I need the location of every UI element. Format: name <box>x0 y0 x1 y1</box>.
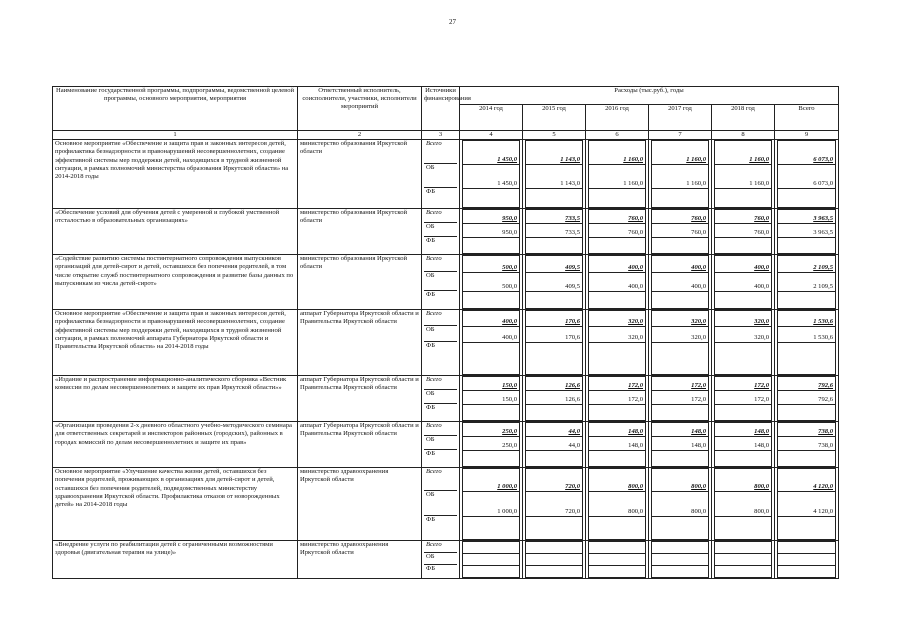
amount-cell <box>712 310 775 376</box>
event-name: «Содействие развитию системы постинтернатного сопровождения выпускников организаций для детей-сирот и детей, оставшихся без попечения родителей, в том числе открытие служб постинтернатного сопровождения и развитие базы данных по выпускникам из числа детей-сирот» <box>53 255 298 310</box>
amount-cell <box>460 376 523 422</box>
amount-cell <box>649 310 712 376</box>
amount-cell <box>712 209 775 255</box>
fb-amount <box>589 405 646 421</box>
amount-cell <box>523 255 586 310</box>
amount-cell <box>586 209 649 255</box>
responsible-executor: аппарат Губернатора Иркутской области и Правительства Иркутской области <box>298 422 422 468</box>
amount-cell <box>586 376 649 422</box>
responsible-executor: министерство образования Иркутской области <box>298 209 422 255</box>
fb-amount <box>526 238 583 254</box>
fb-amount <box>463 517 520 540</box>
ob-amount: 1 530,6 <box>778 327 836 343</box>
funding-sources <box>422 209 460 255</box>
table-row <box>53 541 839 579</box>
total-amount: 1 160,0 <box>652 141 709 165</box>
total-amount: 400,0 <box>589 256 646 273</box>
source-ob-label: ОБ <box>424 326 457 342</box>
ob-amount: 738,0 <box>778 437 836 451</box>
fb-amount <box>463 566 520 578</box>
header-source: Источники финансирования <box>422 87 460 131</box>
fb-amount <box>778 517 836 540</box>
total-amount <box>589 542 646 554</box>
fb-amount <box>652 238 709 254</box>
ob-amount: 150,0 <box>463 391 520 405</box>
amount-cell <box>712 541 775 579</box>
ob-amount: 172,0 <box>652 391 709 405</box>
ob-amount: 3 963,5 <box>778 224 836 238</box>
table-header <box>53 87 839 140</box>
amount-cell <box>649 140 712 209</box>
amount-cell <box>775 422 839 468</box>
amount-cell <box>460 209 523 255</box>
amount-cell <box>523 140 586 209</box>
funding-sources <box>422 140 460 209</box>
total-amount <box>652 542 709 554</box>
total-amount: 1 530,6 <box>778 311 836 327</box>
fb-amount <box>778 189 836 208</box>
fb-amount <box>778 292 836 309</box>
total-amount: 1 000,0 <box>463 469 520 492</box>
amount-cell <box>523 310 586 376</box>
ob-amount: 760,0 <box>715 224 772 238</box>
table-row <box>53 209 839 255</box>
total-amount: 760,0 <box>589 210 646 224</box>
total-amount: 320,0 <box>652 311 709 327</box>
amount-cell <box>523 209 586 255</box>
total-amount: 170,6 <box>526 311 583 327</box>
total-amount: 800,0 <box>652 469 709 492</box>
fb-amount <box>652 566 709 578</box>
ob-amount: 172,0 <box>715 391 772 405</box>
event-name: «Организация проведения 2-х дневного областного учебно-методического семинара для ответственных секретарей и инспекторов районных (городских), районных в городах комиссий по делам несовершеннолетних и защите их прав» <box>53 422 298 468</box>
total-amount: 44,0 <box>526 423 583 437</box>
total-amount: 148,0 <box>589 423 646 437</box>
fb-amount <box>526 451 583 467</box>
total-amount: 3 963,5 <box>778 210 836 224</box>
amount-cell <box>775 209 839 255</box>
col-number: 1 <box>53 131 298 140</box>
header-year-2017: 2017 год <box>649 105 712 131</box>
total-amount: 800,0 <box>589 469 646 492</box>
source-fb-label: ФБ <box>426 291 435 299</box>
ob-amount: 720,0 <box>526 492 583 517</box>
total-amount <box>463 542 520 554</box>
fb-amount <box>778 451 836 467</box>
fb-amount <box>715 238 772 254</box>
total-amount: 733,5 <box>526 210 583 224</box>
source-total-label: Всего <box>424 541 457 553</box>
amount-cell <box>649 422 712 468</box>
total-amount: 148,0 <box>652 423 709 437</box>
fb-amount <box>589 189 646 208</box>
fb-amount <box>652 405 709 421</box>
total-amount: 172,0 <box>589 377 646 391</box>
fb-amount <box>715 566 772 578</box>
col-number: 2 <box>298 131 422 140</box>
responsible-executor: министерство образования Иркутской области <box>298 140 422 209</box>
event-name: «Обеспечение условий для обучения детей с умеренной и глубокой умственной отсталостью в образовательных организациях» <box>53 209 298 255</box>
fb-amount <box>463 343 520 375</box>
total-amount: 148,0 <box>715 423 772 437</box>
ob-amount: 4 120,0 <box>778 492 836 517</box>
source-total-label: Всего <box>424 468 457 491</box>
source-ob-label: ОБ <box>424 436 457 450</box>
amount-cell <box>712 140 775 209</box>
ob-amount: 1 160,0 <box>589 165 646 189</box>
amount-cell <box>712 255 775 310</box>
header-responsible: Ответственный исполнитель, соисполнители, участники, исполнители мероприятий <box>298 87 422 131</box>
source-fb-label: ФБ <box>426 237 435 245</box>
fb-amount <box>463 292 520 309</box>
amount-cell <box>460 140 523 209</box>
source-ob-label: ОБ <box>424 491 457 516</box>
total-amount: 320,0 <box>715 311 772 327</box>
fb-amount <box>589 451 646 467</box>
fb-amount <box>652 517 709 540</box>
source-total-label: Всего <box>424 422 457 436</box>
event-name: Основное мероприятие «Обеспечение и защита прав и законных интересов детей, профилактика безнадзорности и правонарушений несовершеннолетних, создание эффективной системы мер поддержки детей, находящихся в трудной жизненной ситуации, в рамках полномочий министерства образования Иркутской области» на 2014-2018 годы <box>53 140 298 209</box>
fb-amount <box>652 189 709 208</box>
total-amount: 500,0 <box>463 256 520 273</box>
fb-amount <box>463 451 520 467</box>
amount-cell <box>586 255 649 310</box>
ob-amount: 760,0 <box>589 224 646 238</box>
amount-cell <box>775 140 839 209</box>
total-amount: 720,0 <box>526 469 583 492</box>
source-ob-label: ОБ <box>424 223 457 237</box>
total-amount: 2 109,5 <box>778 256 836 273</box>
amount-cell <box>649 209 712 255</box>
source-ob-label: ОБ <box>424 272 457 291</box>
source-fb-label: ФБ <box>426 404 435 412</box>
amount-cell <box>649 468 712 541</box>
amount-cell <box>523 422 586 468</box>
ob-amount <box>778 554 836 566</box>
total-amount: 950,0 <box>463 210 520 224</box>
header-year-2018: 2018 год <box>712 105 775 131</box>
source-total-label: Всего <box>424 310 457 326</box>
col-number: 4 <box>460 131 523 140</box>
funding-sources <box>422 468 460 541</box>
col-number: 7 <box>649 131 712 140</box>
fb-amount <box>526 405 583 421</box>
amount-cell <box>775 310 839 376</box>
fb-amount <box>463 189 520 208</box>
fb-amount <box>526 343 583 375</box>
ob-amount: 760,0 <box>652 224 709 238</box>
fb-amount <box>589 517 646 540</box>
header-name: Наименование государственной программы, подпрограммы, ведомственной целевой программы, основного мероприятия, мероприятия <box>53 87 298 131</box>
ob-amount: 1 450,0 <box>463 165 520 189</box>
amount-cell <box>523 541 586 579</box>
total-amount: 1 143,0 <box>526 141 583 165</box>
ob-amount: 126,6 <box>526 391 583 405</box>
total-amount: 250,0 <box>463 423 520 437</box>
table-row <box>53 255 839 310</box>
amount-cell <box>460 468 523 541</box>
ob-amount: 1 000,0 <box>463 492 520 517</box>
total-amount: 126,6 <box>526 377 583 391</box>
fb-amount <box>715 189 772 208</box>
responsible-executor: министерство образования Иркутской области <box>298 255 422 310</box>
ob-amount: 320,0 <box>715 327 772 343</box>
source-total-label: Всего <box>424 140 457 164</box>
ob-amount: 500,0 <box>463 273 520 292</box>
amount-cell <box>586 310 649 376</box>
table-row <box>53 376 839 422</box>
fb-amount <box>589 566 646 578</box>
amount-cell <box>523 468 586 541</box>
amount-cell <box>586 140 649 209</box>
source-total-label: Всего <box>424 255 457 272</box>
ob-amount: 44,0 <box>526 437 583 451</box>
funding-sources <box>422 310 460 376</box>
source-total-label: Всего <box>424 209 457 223</box>
table-body <box>53 140 839 579</box>
fb-amount <box>778 566 836 578</box>
fb-amount <box>526 566 583 578</box>
funding-sources <box>422 255 460 310</box>
col-number: 8 <box>712 131 775 140</box>
fb-amount <box>652 292 709 309</box>
responsible-executor: аппарат Губернатора Иркутской области и Правительства Иркутской области <box>298 376 422 422</box>
ob-amount: 170,6 <box>526 327 583 343</box>
amount-cell <box>586 422 649 468</box>
amount-cell <box>460 255 523 310</box>
source-fb-label: ФБ <box>426 565 435 573</box>
fb-amount <box>463 405 520 421</box>
fb-amount <box>778 238 836 254</box>
total-amount: 6 073,0 <box>778 141 836 165</box>
fb-amount <box>589 292 646 309</box>
source-ob-label: ОБ <box>424 164 457 188</box>
ob-amount <box>463 554 520 566</box>
fb-amount <box>778 405 836 421</box>
fb-amount <box>715 405 772 421</box>
amount-cell <box>649 255 712 310</box>
source-fb-label: ФБ <box>426 450 435 458</box>
responsible-executor: министерство здравоохранения Иркутской области <box>298 468 422 541</box>
event-name: «Издание и распространение информационно-аналитического сборника «Вестник комиссии по делам несовершеннолетних и защите их прав Иркутской области»» <box>53 376 298 422</box>
ob-amount: 148,0 <box>589 437 646 451</box>
ob-amount <box>589 554 646 566</box>
source-fb-label: ФБ <box>426 516 435 524</box>
ob-amount: 800,0 <box>589 492 646 517</box>
table-row <box>53 310 839 376</box>
ob-amount: 1 160,0 <box>652 165 709 189</box>
ob-amount <box>715 554 772 566</box>
total-amount: 409,5 <box>526 256 583 273</box>
ob-amount: 400,0 <box>463 327 520 343</box>
amount-cell <box>649 376 712 422</box>
ob-amount: 6 073,0 <box>778 165 836 189</box>
total-amount: 4 120,0 <box>778 469 836 492</box>
total-amount: 400,0 <box>652 256 709 273</box>
total-amount: 760,0 <box>652 210 709 224</box>
budget-table <box>52 86 839 579</box>
amount-cell <box>649 541 712 579</box>
fb-amount <box>526 292 583 309</box>
ob-amount: 400,0 <box>715 273 772 292</box>
fb-amount <box>652 343 709 375</box>
total-amount: 792,6 <box>778 377 836 391</box>
ob-amount: 733,5 <box>526 224 583 238</box>
fb-amount <box>715 343 772 375</box>
header-year-2015: 2015 год <box>523 105 586 131</box>
fb-amount <box>715 517 772 540</box>
col-number: 6 <box>586 131 649 140</box>
amount-cell <box>523 376 586 422</box>
responsible-executor: министерство здравоохранения Иркутской области <box>298 541 422 579</box>
source-ob-label: ОБ <box>424 390 457 404</box>
total-amount: 800,0 <box>715 469 772 492</box>
fb-amount <box>589 238 646 254</box>
fb-amount <box>589 343 646 375</box>
ob-amount: 400,0 <box>652 273 709 292</box>
ob-amount: 400,0 <box>589 273 646 292</box>
total-amount <box>526 542 583 554</box>
total-amount: 760,0 <box>715 210 772 224</box>
funding-sources <box>422 422 460 468</box>
ob-amount: 800,0 <box>715 492 772 517</box>
table-row <box>53 468 839 541</box>
amount-cell <box>775 255 839 310</box>
total-amount: 150,0 <box>463 377 520 391</box>
event-name: Основное мероприятие «Обеспечение и защита прав и законных интересов детей, профилактика безнадзорности и правонарушений несовершеннолетних, создание эффективной системы мер поддержки детей, находящихся в трудной жизненной ситуации, в рамках полномочий аппарата Губернатора Иркутской области и Правительства Иркутской области» на 2014-2018 годы <box>53 310 298 376</box>
total-amount: 320,0 <box>589 311 646 327</box>
total-amount: 1 160,0 <box>589 141 646 165</box>
responsible-executor: аппарат Губернатора Иркутской области и Правительства Иркутской области <box>298 310 422 376</box>
amount-cell <box>775 541 839 579</box>
header-expenses: Расходы (тыс.руб.), годы <box>460 87 839 105</box>
ob-amount: 1 143,0 <box>526 165 583 189</box>
total-amount: 172,0 <box>652 377 709 391</box>
header-year-2014: 2014 год <box>460 105 523 131</box>
source-fb-label: ФБ <box>426 342 435 350</box>
total-amount <box>715 542 772 554</box>
ob-amount: 148,0 <box>715 437 772 451</box>
col-number: 9 <box>775 131 839 140</box>
amount-cell <box>460 541 523 579</box>
amount-cell <box>712 468 775 541</box>
total-amount <box>778 542 836 554</box>
ob-amount <box>526 554 583 566</box>
fb-amount <box>778 343 836 375</box>
ob-amount: 409,5 <box>526 273 583 292</box>
fb-amount <box>715 292 772 309</box>
ob-amount: 1 160,0 <box>715 165 772 189</box>
total-amount: 738,0 <box>778 423 836 437</box>
total-amount: 1 160,0 <box>715 141 772 165</box>
fb-amount <box>715 451 772 467</box>
ob-amount: 792,6 <box>778 391 836 405</box>
header-year-2016: 2016 год <box>586 105 649 131</box>
header-total: Всего <box>775 105 839 131</box>
ob-amount <box>652 554 709 566</box>
amount-cell <box>460 310 523 376</box>
ob-amount: 172,0 <box>589 391 646 405</box>
fb-amount <box>526 517 583 540</box>
table-row <box>53 422 839 468</box>
source-fb-label: ФБ <box>426 188 435 196</box>
ob-amount: 320,0 <box>652 327 709 343</box>
col-number: 3 <box>422 131 460 140</box>
ob-amount: 250,0 <box>463 437 520 451</box>
total-amount: 400,0 <box>463 311 520 327</box>
ob-amount: 950,0 <box>463 224 520 238</box>
amount-cell <box>586 468 649 541</box>
ob-amount: 320,0 <box>589 327 646 343</box>
total-amount: 1 450,0 <box>463 141 520 165</box>
event-name: Основное мероприятие «Улучшение качества жизни детей, оставшихся без попечения родителей, проживающих в организациях для детей-сирот и детей, оставшихся без попечения родителей, подведомственных министерству здравоохранения Иркутской области. Профилактика отказов от новорожденных детей» на 2014-2018 годы <box>53 468 298 541</box>
total-amount: 172,0 <box>715 377 772 391</box>
source-ob-label: ОБ <box>424 553 457 565</box>
total-amount: 400,0 <box>715 256 772 273</box>
amount-cell <box>712 376 775 422</box>
amount-cell <box>775 468 839 541</box>
amount-cell <box>586 541 649 579</box>
ob-amount: 800,0 <box>652 492 709 517</box>
col-number: 5 <box>523 131 586 140</box>
ob-amount: 2 109,5 <box>778 273 836 292</box>
fb-amount <box>652 451 709 467</box>
fb-amount <box>526 189 583 208</box>
event-name: «Внедрение услуги по реабилитации детей с ограниченными возможностями здоровья (двигательная терапия на улице)» <box>53 541 298 579</box>
amount-cell <box>712 422 775 468</box>
source-total-label: Всего <box>424 376 457 390</box>
amount-cell <box>460 422 523 468</box>
funding-sources <box>422 376 460 422</box>
ob-amount: 148,0 <box>652 437 709 451</box>
table-row <box>53 140 839 209</box>
fb-amount <box>463 238 520 254</box>
amount-cell <box>775 376 839 422</box>
page-number: 27 <box>449 18 456 26</box>
funding-sources <box>422 541 460 579</box>
